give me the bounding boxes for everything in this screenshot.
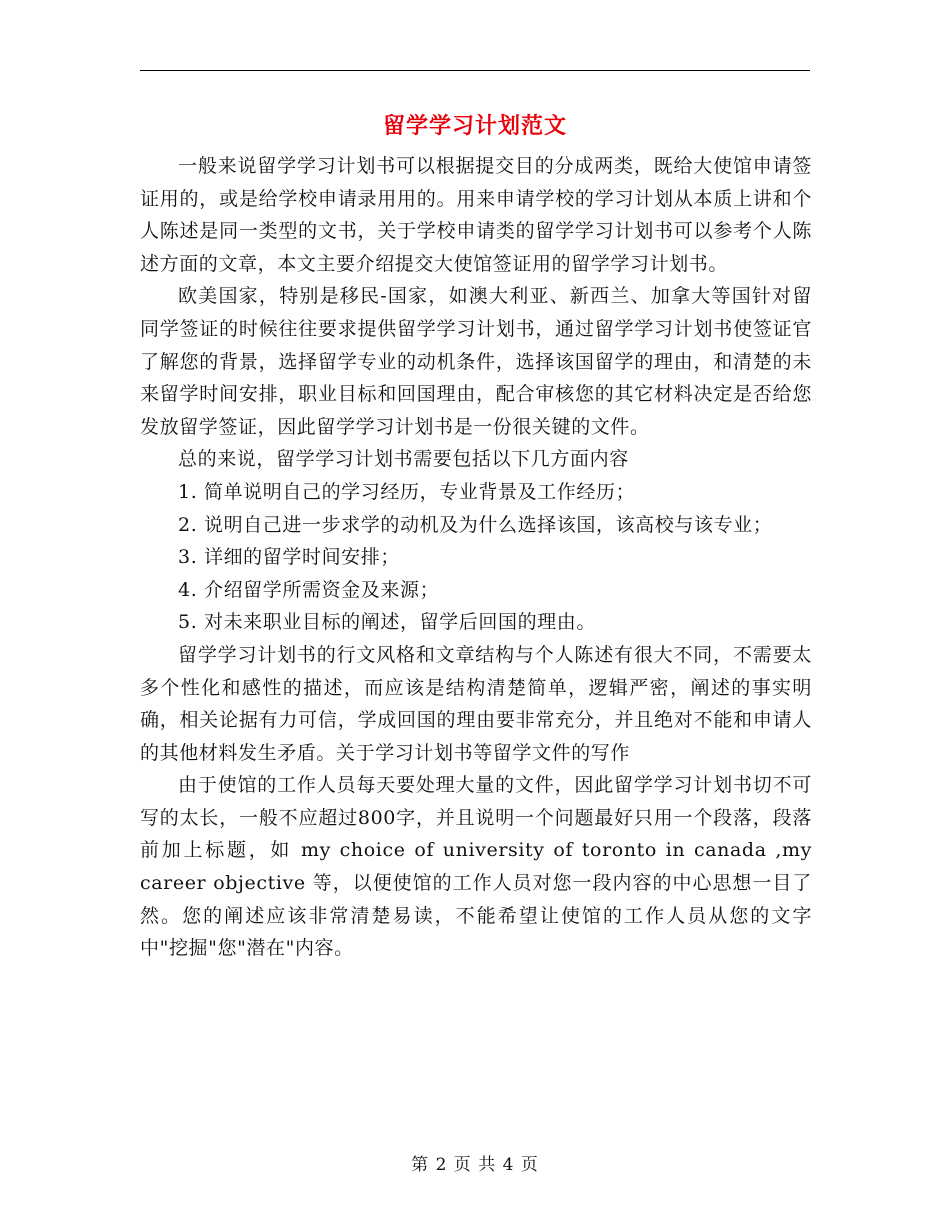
list-item: 2. 说明自己进一步求学的动机及为什么选择该国，该高校与该专业； [178,513,773,536]
paragraph-style: 留学学习计划书的行文风格和文章结构与个人陈述有很大不同，不需要太多个性化和感性的描述，而应该是结构清楚简单，逻辑严密，阐述的事实明确，相关论据有力可信，学成回国的理由要非常充分，并且绝对不能和申请人的其他材料发生矛盾。关于学习计划书等留学文件的写作 [140,643,812,764]
paragraph-countries: 欧美国家，特别是移民-国家，如澳大利亚、新西兰、加拿大等国针对留同学签证的时候往往要求提供留学学习计划书，通过留学学习计划书使签证官了解您的背景，选择留学专业的动机条件，选择该国留学的理由，和清楚的未来留学时间安排，职业目标和回国理由，配合审核您的其它材料决定是否给您发放留学签证，因此留学学习计划书是一份很关键的文件。 [140,285,812,438]
list-item: 1. 简单说明自己的学习经历，专业背景及工作经历； [178,480,636,503]
list-item: 4. 介绍留学所需资金及来源； [178,578,440,601]
list-item: 3. 详细的留学时间安排； [178,546,400,569]
document-body [140,150,812,965]
paragraph-contents-intro: 总的来说，留学学习计划书需要包括以下几方面内容 [178,448,629,471]
paragraph-length: 由于使馆的工作人员每天要处理大量的文件，因此留学学习计划书切不可写的太长，一般不应超过800字，并且说明一个问题最好只用一个段落，段落前加上标题，如 my choice of university of toronto in canada ,my career objective 等，以便使馆的工作人员对您一段内容的中心思想一目了然。您的阐述应该非常清楚易读，不能希望让使馆的工作人员从您的文字中"挖掘"您"潜在"内容。 [140,774,812,960]
header-rule [140,70,810,71]
paragraph-intro: 一般来说留学学习计划书可以根据提交目的分成两类，既给大使馆申请签证用的，或是给学校申请录用用的。用来申请学校的学习计划从本质上讲和个人陈述是同一类型的文书，关于学校申请类的留学学习计划书可以参考个人陈述方面的文章，本文主要介绍提交大使馆签证用的留学学习计划书。 [140,155,812,275]
document-title: 留学学习计划范文 [382,113,567,139]
list-item: 5. 对未来职业目标的阐述，留学后回国的理由。 [178,611,596,634]
page-footer: 第 2 页 共 4 页 [411,1155,539,1175]
